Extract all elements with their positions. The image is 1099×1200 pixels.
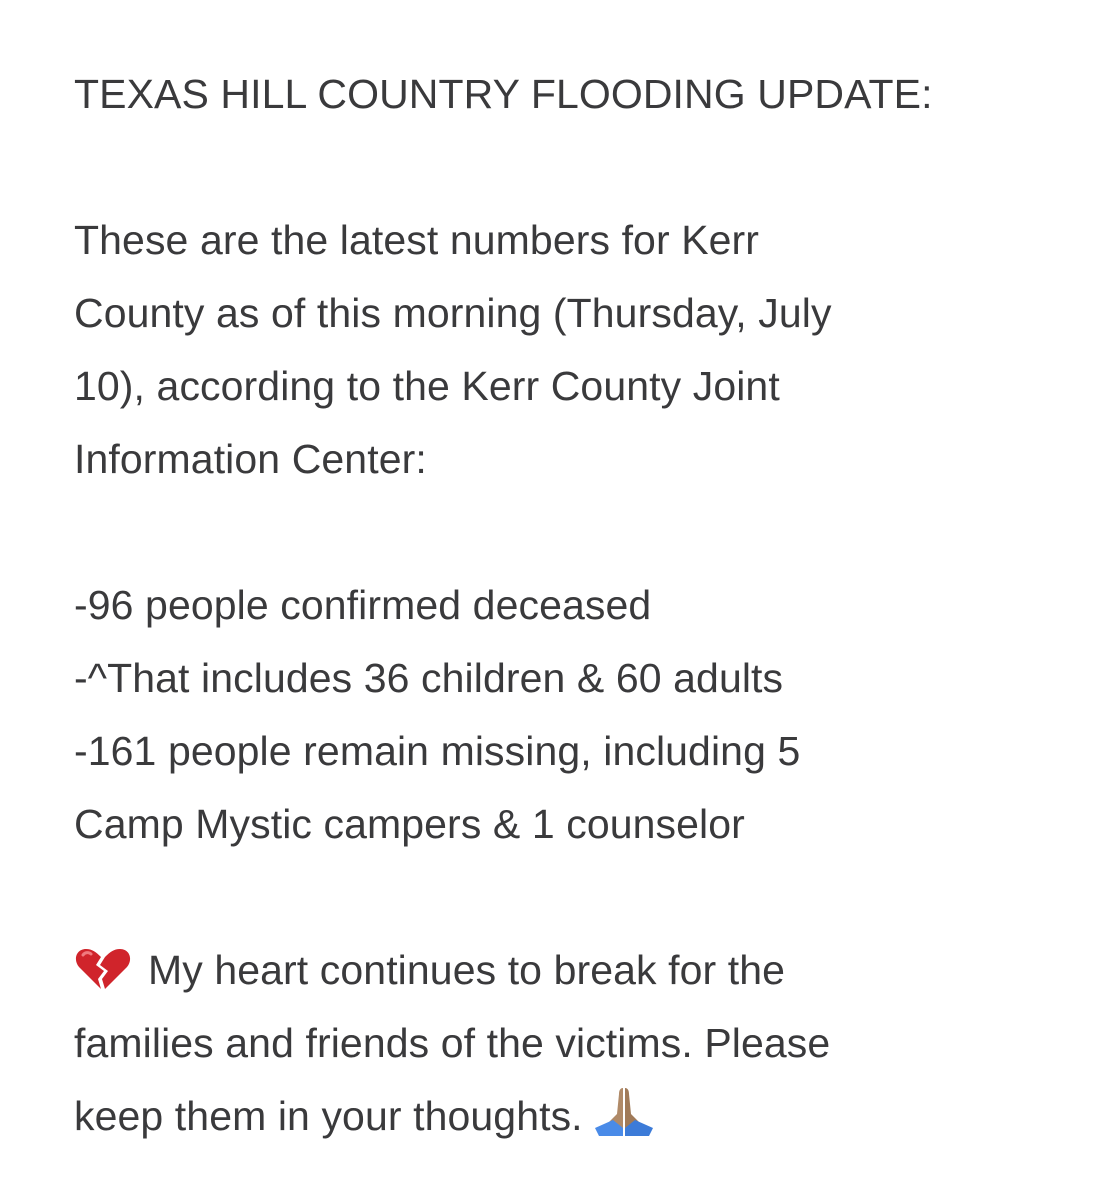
bullet-line: Camp Mystic campers & 1 counselor bbox=[74, 801, 745, 847]
blank-line bbox=[74, 131, 1034, 204]
closing-line-3-text: keep them in your thoughts. bbox=[74, 1093, 583, 1139]
blank-line bbox=[74, 496, 1034, 569]
note-title: TEXAS HILL COUNTRY FLOODING UPDATE: bbox=[74, 71, 933, 117]
blank-line bbox=[74, 861, 1034, 934]
broken-heart-icon bbox=[74, 947, 132, 991]
closing-line-1-text: My heart continues to break for the bbox=[148, 947, 786, 993]
intro-line: Information Center: bbox=[74, 436, 427, 482]
closing-line-2: families and friends of the victims. Please bbox=[74, 1020, 831, 1066]
intro-line: County as of this morning (Thursday, July bbox=[74, 290, 832, 336]
closing-line-1 bbox=[74, 934, 1034, 1007]
bullet-line: -96 people confirmed deceased bbox=[74, 582, 652, 628]
intro-line: 10), according to the Kerr County Joint bbox=[74, 363, 780, 409]
closing-line-3 bbox=[74, 1080, 1034, 1153]
praying-hands-icon bbox=[593, 1084, 655, 1138]
bullet-line: -161 people remain missing, including 5 bbox=[74, 728, 801, 774]
bullet-line: -^That includes 36 children & 60 adults bbox=[74, 655, 784, 701]
intro-line: These are the latest numbers for Kerr bbox=[74, 217, 760, 263]
note-body bbox=[74, 58, 1034, 1153]
